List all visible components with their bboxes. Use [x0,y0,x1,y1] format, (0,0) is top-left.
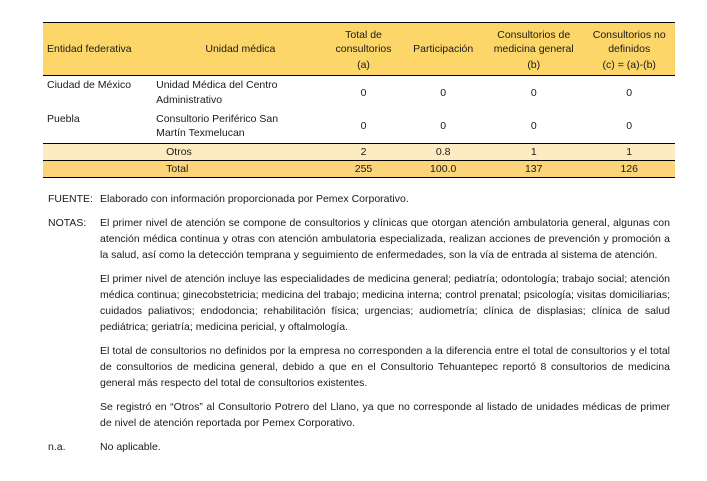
otros-total: 2 [360,146,367,158]
total-row [43,161,675,178]
cell-participacion: 0 [440,86,447,99]
na-note [48,439,670,455]
header-nodef-line2: definidos [608,43,651,55]
fuente-note [48,191,670,207]
total-no-definidos: 126 [620,163,638,175]
cell-empty [43,144,156,161]
nota-paragraph: Se registró en “Otros” al Consultorio Potrero del Llano, ya que no corresponde al listado de unidades médicas de primer de nivel de atención reportada por Pemex Corporativo. [100,401,670,429]
table-row [43,76,675,110]
notas-note [48,215,670,431]
otros-label: Otros [166,146,192,158]
cell-no-definidos: 0 [626,120,633,132]
otros-participacion: 0.8 [435,146,451,158]
total-total: 255 [354,163,373,175]
nota-paragraph: El primer nivel de atención incluye las especialidades de medicina general; pediatría; odontología; trabajo social; atención médica continua; ginecobstetricia; medicina del trabajo; medicina interna; control prenatal; psicología; visitas domiciliarias; cuidados paliativos; endodoncia; rehabilitación física; urgencias; audiometría; clínica de displasias; clínica de salud pediátrica; geriatría; medicina pericial, y oftalmología. [100,273,670,333]
table-header-row [43,23,675,76]
cell-unidad [156,76,325,110]
cell-participacion: 0 [440,120,447,132]
header-medicina-line2: medicina general [493,43,574,55]
cell-entidad: Puebla [47,112,80,125]
total-label: Total [166,163,189,175]
na-text: No aplicable. [100,441,161,453]
header-unidad: Unidad médica [205,43,276,55]
cell-unidad-line1: Consultorio Periférico San [156,112,279,125]
header-total-line2: consultorios [335,43,392,55]
nota-paragraph: El total de consultorios no definidos por la empresa no corresponden a la diferencia entre el total de consultorios y el total de consultorios de medicina general, debido a que en el Consultorio Tehuantepec reportó 8 consultorios de medicina general más respecto del total de consultorios existentes. [100,345,670,389]
cell-unidad-line2: Martín Texmelucan [156,127,245,139]
na-key: n.a. [48,441,66,453]
cell-unidad-line1: Unidad Médica del Centro [156,79,278,91]
cell-no-definidos: 0 [626,86,633,99]
cell-total: 0 [360,86,367,99]
header-total-sub: (a) [357,59,370,71]
header-medicina-line1: Consultorios de [497,29,571,41]
otros-no-definidos: 1 [626,146,633,158]
header-medicina-sub: (b) [527,59,541,71]
header-total [325,23,403,76]
cell-unidad-line2: Administrativo [156,93,223,106]
cell-total: 0 [360,120,367,132]
header-nodef-sub: (c) = (a)-(b) [602,59,656,71]
cell-unidad [156,110,325,144]
cell-medicina-general: 0 [530,86,537,99]
header-entidad: Entidad federativa [47,43,132,55]
nota-paragraph: El primer nivel de atención se compone de consultorios y clínicas que otorgan atención ambulatoria general, algunas con atención médica continua y otras con atención ambulatoria especializada, realizan acciones de prevención y promoción a la salud, así como la detección temprana y seguimiento de enfermedades, son la vía de entrada al sistema de atención. [100,217,670,261]
header-medicina-general [484,23,583,76]
table-row [43,110,675,144]
table-notes [48,191,670,463]
header-nodef-line1: Consultorios no [592,29,666,41]
total-participacion: 100.0 [430,163,457,175]
notas-key: NOTAS: [48,217,87,229]
otros-medicina-general: 1 [530,146,537,158]
cell-empty [43,161,156,178]
header-participacion: Participación [413,43,474,55]
header-total-line1: Total de [345,29,382,41]
consultorios-table [43,22,675,178]
cell-medicina-general: 0 [530,120,537,132]
fuente-key: FUENTE: [48,193,93,205]
fuente-text: Elaborado con información proporcionada por Pemex Corporativo. [100,193,409,205]
otros-row [43,144,675,161]
notas-body [100,215,670,431]
header-no-definidos [583,23,675,76]
total-medicina-general: 137 [524,163,543,175]
cell-entidad: Ciudad de México [47,79,132,91]
